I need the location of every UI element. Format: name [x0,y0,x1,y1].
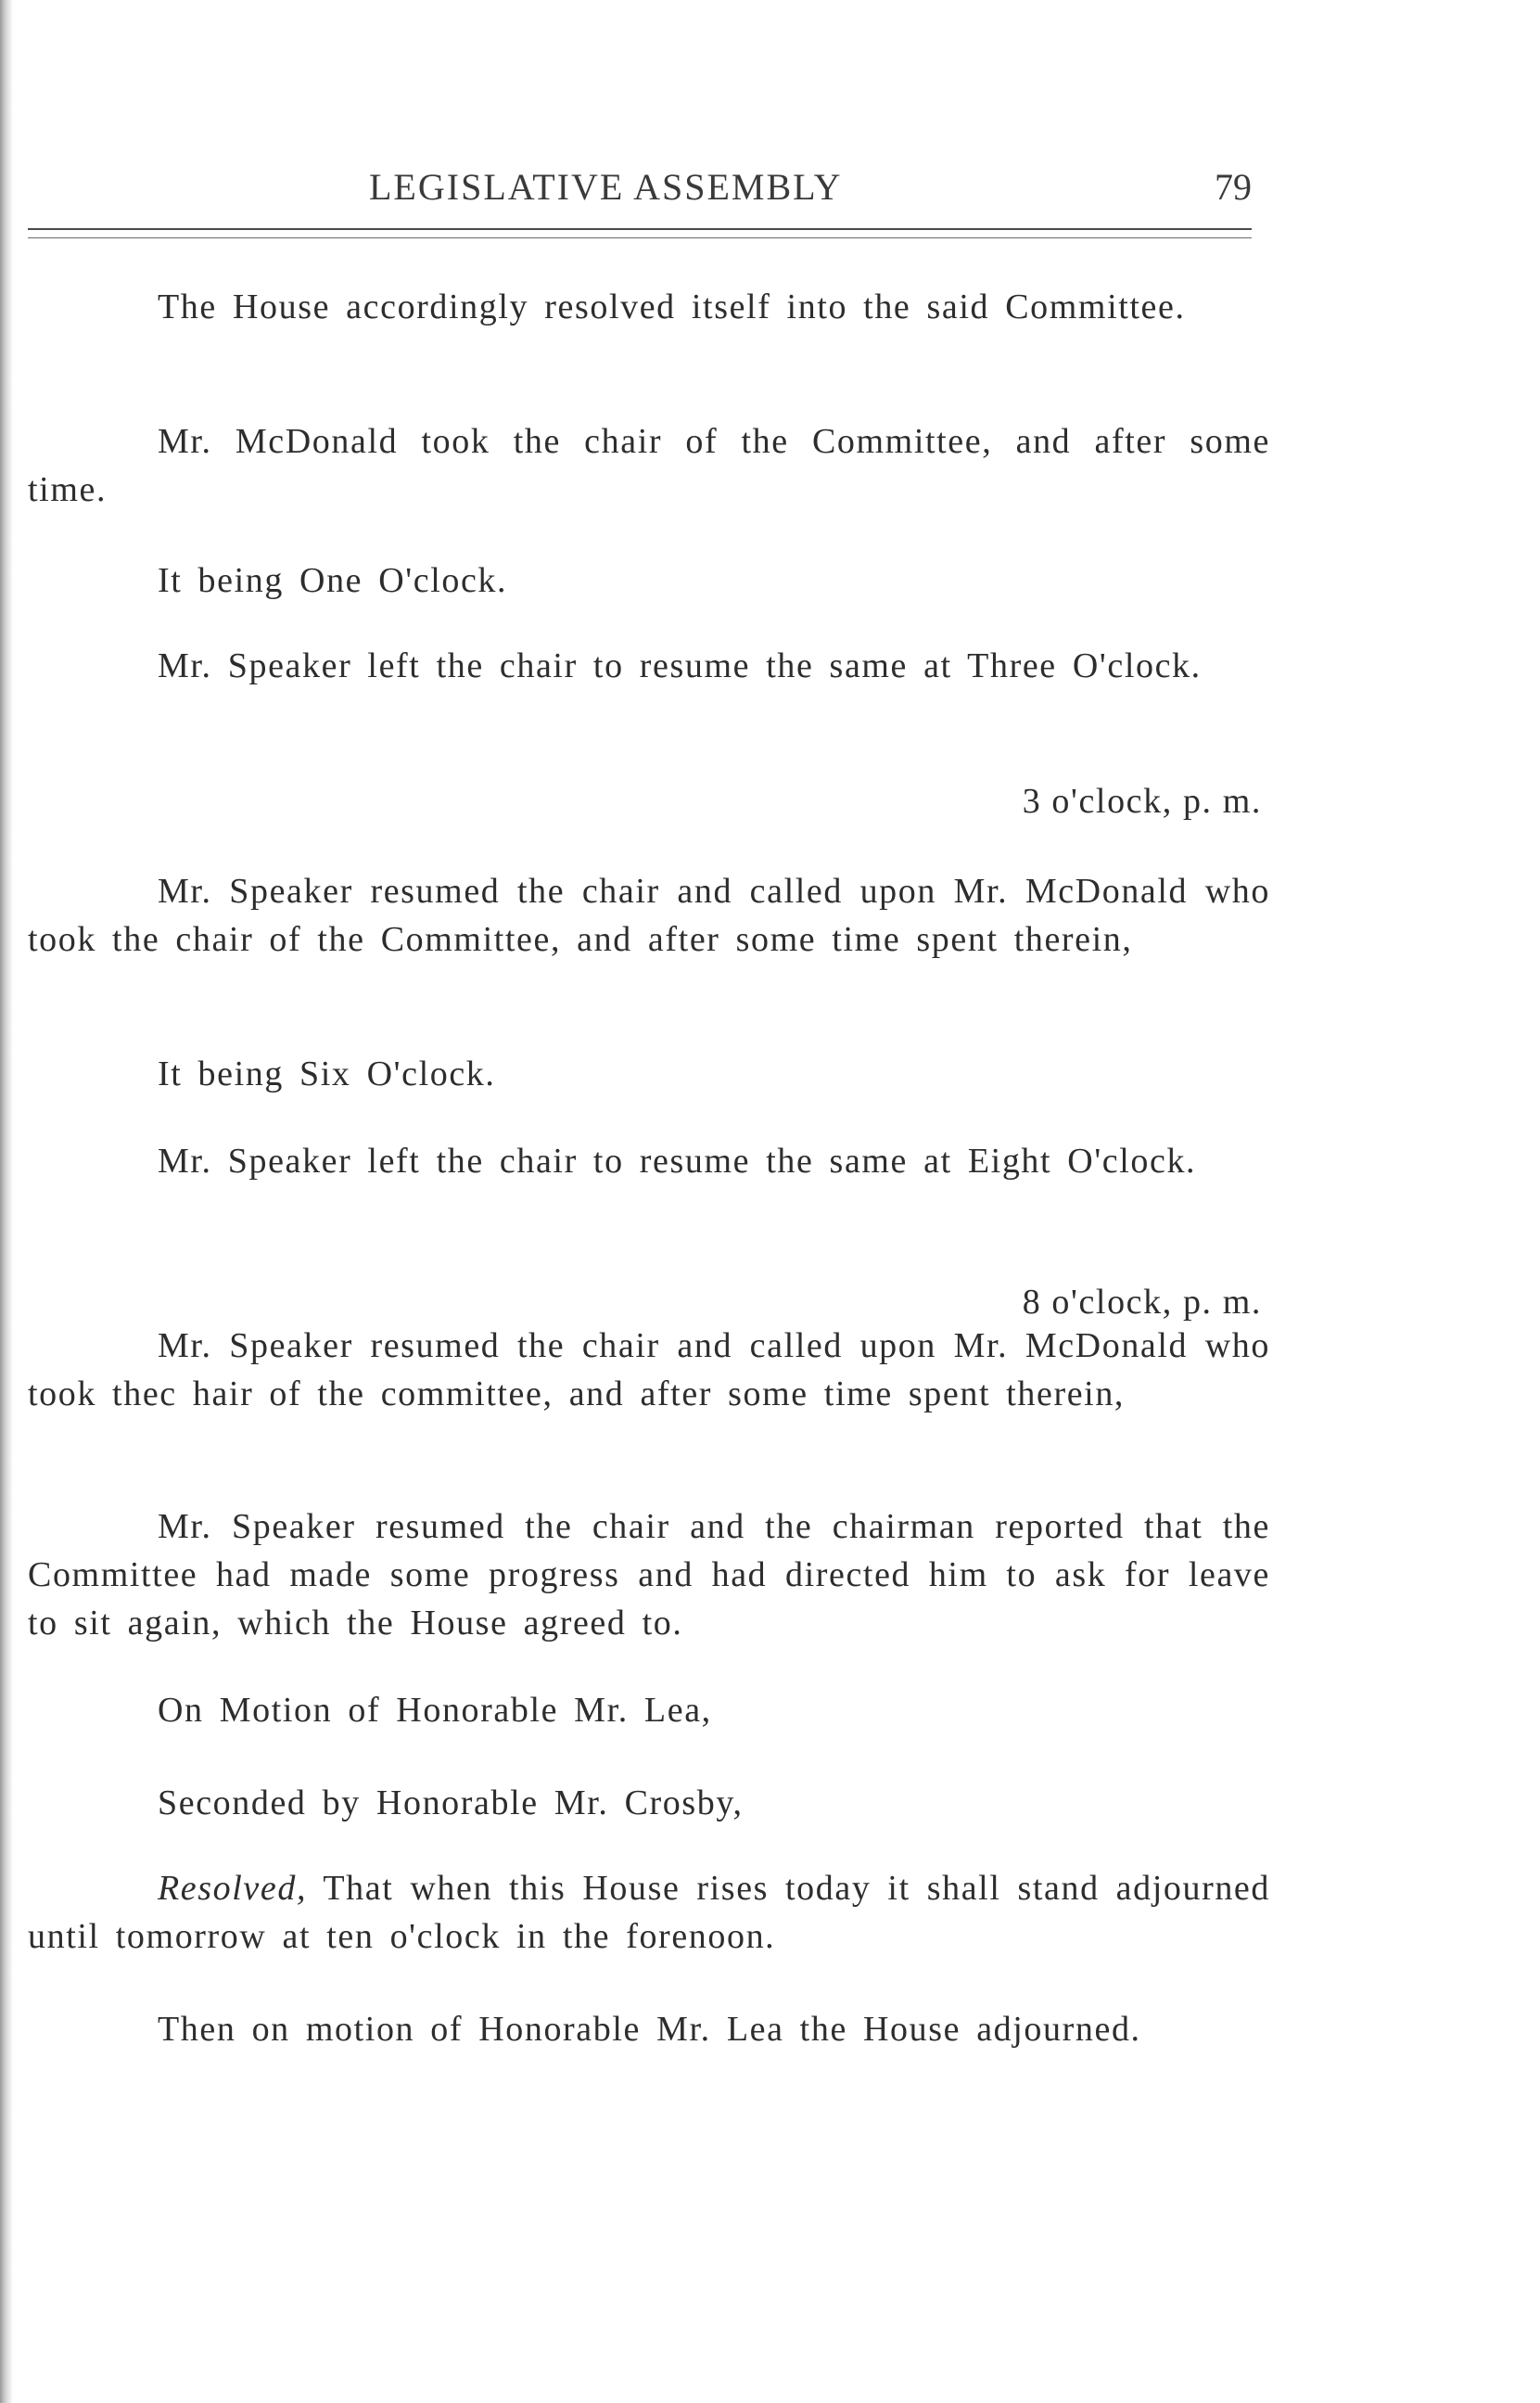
time-marker-3pm: 3 o'clock, p. m. [1022,782,1262,821]
page-number: 79 [1215,166,1252,208]
paragraph-13: Then on motion of Honorable Mr. Lea the House adjourned. [158,2010,1141,2049]
paragraph-7: Mr. Speaker left the chair to resume the same at Eight O'clock. [158,1142,1197,1181]
paragraph-1: The House accordingly resolved itself into the said Committee. [158,288,1186,326]
paragraph-10: On Motion of Honorable Mr. Lea, [158,1691,712,1730]
paragraph-4: Mr. Speaker left the chair to resume the same at Three O'clock. [158,646,1202,685]
paragraph-11: Seconded by Honorable Mr. Crosby, [158,1783,744,1822]
running-header [28,165,1252,221]
resolved-label: Resolved, [158,1869,308,1908]
paragraph-3: It being One O'clock. [158,561,508,600]
paragraph-5: Mr. Speaker resumed the chair and called upon Mr. McDonald who took the chair of the Committee, and after some time spent therein, [28,872,1270,959]
paragraph-2: Mr. McDonald took the chair of the Committee, and after some time. [28,422,1270,509]
paragraph-6: It being Six O'clock. [158,1055,496,1093]
header-title: LEGISLATIVE ASSEMBLY [369,166,843,208]
resolution-text: That when this House rises today it shall stand adjourned until tomorrow at ten o'clock in the forenoon. [28,1869,1270,1956]
header-rule [28,228,1252,238]
paragraph-8: Mr. Speaker resumed the chair and called upon Mr. McDonald who took thec hair of the committee, and after some time spent therein, [28,1326,1270,1413]
paragraph-12 [28,1864,1270,1961]
paragraph-9: Mr. Speaker resumed the chair and the chairman reported that the Committee had made some progress and had directed him to ask for leave to sit again, which the House agreed to. [28,1507,1270,1642]
time-marker-8pm: 8 o'clock, p. m. [1022,1283,1262,1322]
page-edge-shadow [0,0,13,2403]
